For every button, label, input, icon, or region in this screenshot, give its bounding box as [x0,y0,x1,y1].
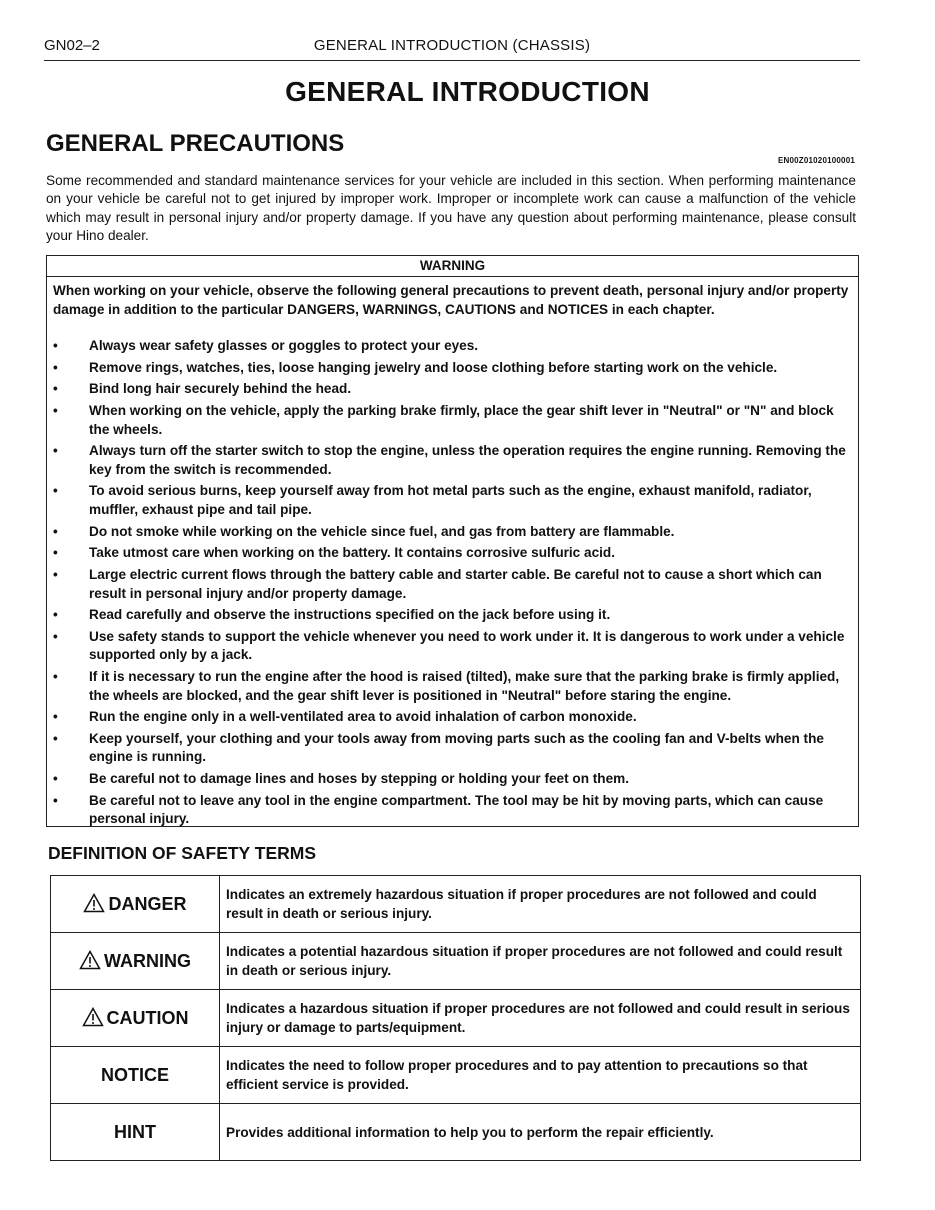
term-description: Indicates the need to follow proper procedures and to pay attention to precautions so that efficient service is provided. [220,1047,861,1104]
list-item [53,606,850,625]
warning-box [46,255,859,827]
table-row [51,1047,861,1104]
warning-triangle-icon [82,1007,104,1027]
bullet-icon: • [53,607,58,623]
main-title: GENERAL INTRODUCTION [285,76,650,107]
list-item-text: Read carefully and observe the instructions specified on the jack before using it. [89,607,611,623]
bullet-icon: • [53,545,58,561]
term-label: WARNING [104,951,191,971]
list-item [53,770,850,789]
term-description: Provides additional information to help you to perform the repair efficiently. [220,1104,861,1161]
list-item-text: Be careful not to damage lines and hoses by stepping or holding your feet on them. [89,771,630,787]
term-description: Indicates an extremely hazardous situation if proper procedures are not followed and could result in death or serious injury. [220,876,861,933]
list-item-text: Keep yourself, your clothing and your tools away from moving parts such as the cooling fan and V-belts when the engine is running. [89,730,824,765]
term-label: CAUTION [106,1008,189,1028]
list-item-text: Bind long hair securely behind the head. [89,381,352,397]
term-warning [51,933,220,990]
list-item-text: Do not smoke while working on the vehicle since fuel, and gas from battery are flammable. [89,523,675,539]
list-item [53,482,850,519]
list-item [53,359,850,378]
term-label: DANGER [108,894,187,914]
table-row [51,933,861,990]
list-item [53,668,850,705]
warning-heading: WARNING [47,256,858,277]
bullet-icon: • [53,567,58,582]
bullet-icon: • [53,628,58,644]
list-item [53,380,850,399]
list-item [53,523,850,542]
bullet-icon: • [53,443,58,459]
term-hint [51,1104,220,1161]
list-item [53,792,850,829]
bullet-icon: • [53,730,58,746]
bullet-icon: • [53,381,58,397]
bullet-icon: • [53,709,58,725]
section-title: GENERAL PRECAUTIONS [46,130,345,157]
warning-triangle-icon [83,893,105,913]
term-label: HINT [114,1121,156,1142]
bullet-icon: • [53,338,58,353]
list-item-text: Take utmost care when working on the battery. It contains corrosive sulfuric acid. [89,545,616,561]
term-danger [51,876,220,933]
list-item-text: When working on the vehicle, apply the parking brake firmly, place the gear shift lever in "Neutral" or "N" and block the wheels. [89,403,834,437]
page-number: GN02–2 [44,37,100,54]
document-code: EN00Z01020100001 [777,156,855,165]
list-item [53,337,850,356]
term-description: Indicates a potential hazardous situation if proper procedures are not followed and could result in death or serious injury. [220,933,861,990]
table-row [51,876,861,933]
list-item-text: If it is necessary to run the engine after the hood is raised (tilted), make sure that the parking brake is firmly applied, the wheels are blocked, and the gear shift lever is positioned in "Neutral" before staring the engine. [89,669,840,703]
definitions-title: DEFINITION OF SAFETY TERMS [48,843,317,863]
list-item-text: Run the engine only in a well-ventilated area to avoid inhalation of carbon monoxide. [89,709,637,725]
bullet-icon: • [53,792,58,808]
table-row [51,1104,861,1161]
list-item-text: Large electric current flows through the battery cable and starter cable. Be careful not to cause a short which can result in personal injury and/or property damage. [89,567,822,601]
running-title: GENERAL INTRODUCTION (CHASSIS) [313,37,591,54]
bullet-icon: • [53,669,58,685]
list-item-text: Always turn off the starter switch to stop the engine, unless the operation requires the engine running. Removing the key from the switch is recommended. [89,443,846,477]
warning-triangle-icon [79,950,101,970]
bullet-icon: • [53,359,58,375]
list-item-text: Always wear safety glasses or goggles to protect your eyes. [89,338,479,353]
safety-terms-table [50,875,861,1161]
term-description: Indicates a hazardous situation if proper procedures are not followed and could result in serious injury or damage to parts/equipment. [220,990,861,1047]
precaution-list [53,337,850,829]
list-item [53,442,850,479]
bullet-icon: • [53,403,58,419]
bullet-icon: • [53,523,58,539]
page-header [44,34,860,61]
list-item [53,708,850,727]
term-label: NOTICE [100,1064,169,1085]
term-caution [51,990,220,1047]
intro-paragraph: Some recommended and standard maintenance services for your vehicle are included in this section. When performing maintenance on your vehicle be careful not to get injured by improper work. Improper or incomplete work can cause a malfunction of the vehicle which may result in personal injury and/or property damage. If you have any question about performing maintenance, please consult your Hino dealer. [46,173,856,243]
list-item [53,566,850,603]
list-item-text: Use safety stands to support the vehicle whenever you need to work under it. It is dangerous to work under a vehicle supported only by a jack. [89,628,845,663]
table-row [51,990,861,1047]
list-item [53,730,850,767]
list-item [53,628,850,665]
bullet-icon: • [53,771,58,787]
list-item [53,544,850,563]
term-notice [51,1047,220,1104]
list-item [53,402,850,439]
warning-lead-text: When working on your vehicle, observe the following general precautions to prevent death, personal injury and/or property damage in addition to the particular DANGERS, WARNINGS, CAUTIONS and NOTICES in each chapter. [53,283,849,317]
list-item-text: To avoid serious burns, keep yourself away from hot metal parts such as the engine, exhaust manifold, radiator, muffler, exhaust pipe and tail pipe. [89,483,812,517]
list-item-text: Be careful not to leave any tool in the engine compartment. The tool may be hit by moving parts, which can cause personal injury. [89,792,824,827]
bullet-icon: • [53,483,58,499]
list-item-text: Remove rings, watches, ties, loose hanging jewelry and loose clothing before starting work on the vehicle. [89,359,778,375]
